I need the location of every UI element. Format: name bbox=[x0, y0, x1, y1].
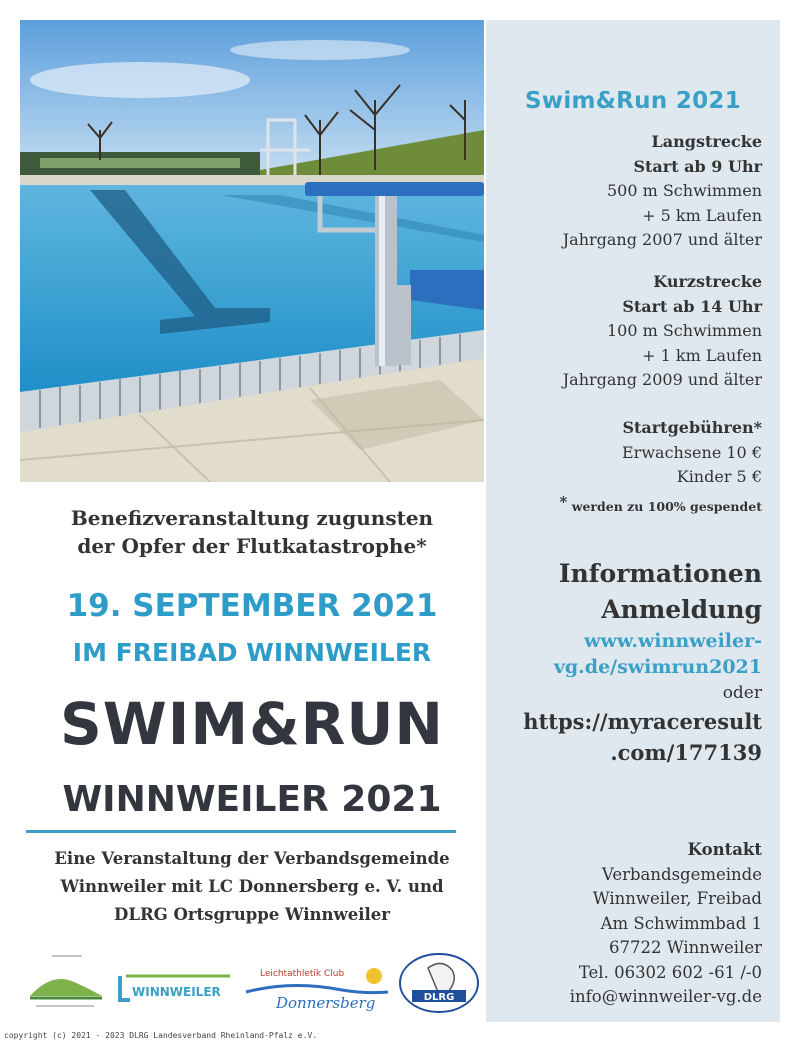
raceresult-link[interactable]: https://myraceresult .com/177139 bbox=[523, 709, 762, 765]
fees-kids: Kinder 5 € bbox=[676, 467, 762, 486]
contact-line: Winnweiler, Freibad bbox=[592, 889, 762, 908]
organizers: Eine Veranstaltung der Verbandsgemeinde Winnweiler mit LC Donnersberg e. V. und DLRG Ortsgruppe Winnweiler bbox=[54, 849, 450, 924]
contact-heading: Kontakt bbox=[687, 840, 762, 859]
short-course-year: Jahrgang 2009 und älter bbox=[562, 370, 762, 389]
contact-line: Verbandsgemeinde bbox=[601, 864, 762, 884]
info-heading: Informationen bbox=[558, 559, 762, 588]
short-course-run: + 1 km Laufen bbox=[642, 345, 762, 365]
info-block bbox=[523, 556, 762, 768]
event-title: SWIM&RUN bbox=[60, 690, 444, 758]
svg-text:Donnersberg: Donnersberg bbox=[276, 994, 376, 1012]
fees-block bbox=[560, 416, 763, 519]
long-course-block bbox=[563, 130, 762, 253]
dlrg-logo bbox=[398, 952, 480, 1014]
lc-donnersberg-logo bbox=[242, 962, 390, 1014]
svg-text:DLRG: DLRG bbox=[423, 992, 455, 1003]
long-course-start: Start ab 9 Uhr bbox=[633, 156, 762, 176]
svg-text:Leichtathletik Club: Leichtathletik Club bbox=[260, 969, 345, 979]
long-course-run: + 5 km Laufen bbox=[642, 205, 762, 225]
divider bbox=[26, 830, 456, 833]
contact-line: Am Schwimmbad 1 bbox=[600, 913, 762, 933]
pool-photo bbox=[20, 20, 484, 482]
contact-email[interactable]: info@winnweiler-vg.de bbox=[569, 987, 762, 1006]
or-text: oder bbox=[722, 683, 762, 703]
event-date: 19. SEPTEMBER 2021 bbox=[66, 588, 438, 624]
fees-heading: Startgebühren* bbox=[622, 418, 762, 437]
short-course-start: Start ab 14 Uhr bbox=[622, 296, 762, 316]
website-link[interactable]: www.winnweiler- vg.de/swimrun2021 bbox=[553, 630, 762, 678]
short-course-block bbox=[563, 270, 762, 393]
info-sidebar bbox=[486, 20, 780, 1022]
benefit-lead: Benefizveranstaltung zugunsten der Opfer der Flutkatastrophe* bbox=[70, 506, 434, 558]
svg-text:WINNWEILER: WINNWEILER bbox=[132, 985, 221, 999]
contact-block bbox=[570, 838, 762, 1010]
donnersberg-logo bbox=[22, 952, 108, 1012]
event-venue: IM FREIBAD WINNWEILER bbox=[72, 638, 432, 667]
long-course-year: Jahrgang 2007 und älter bbox=[562, 230, 762, 249]
event-subtitle: WINNWEILER 2021 bbox=[62, 779, 442, 820]
fees-note: * werden zu 100% gespendet bbox=[559, 492, 762, 514]
short-course-heading: Kurzstrecke bbox=[653, 272, 762, 291]
long-course-heading: Langstrecke bbox=[651, 132, 762, 151]
registration-heading: Anmeldung bbox=[601, 595, 762, 624]
vg-winnweiler-logo bbox=[116, 970, 234, 1006]
sidebar-title: Swim&Run 2021 bbox=[524, 88, 742, 114]
long-course-swim: 500 m Schwimmen bbox=[606, 181, 762, 200]
sponsor-logos bbox=[20, 948, 484, 1016]
contact-phone: Tel. 06302 602 -61 /-0 bbox=[578, 962, 762, 982]
copyright-footer: copyright (c) 2021 - 2023 DLRG Landesverband Rheinland-Pfalz e.V. bbox=[4, 1031, 318, 1040]
contact-line: 67722 Winnweiler bbox=[608, 938, 762, 957]
fees-adults: Erwachsene 10 € bbox=[622, 442, 762, 462]
short-course-swim: 100 m Schwimmen bbox=[606, 321, 762, 340]
